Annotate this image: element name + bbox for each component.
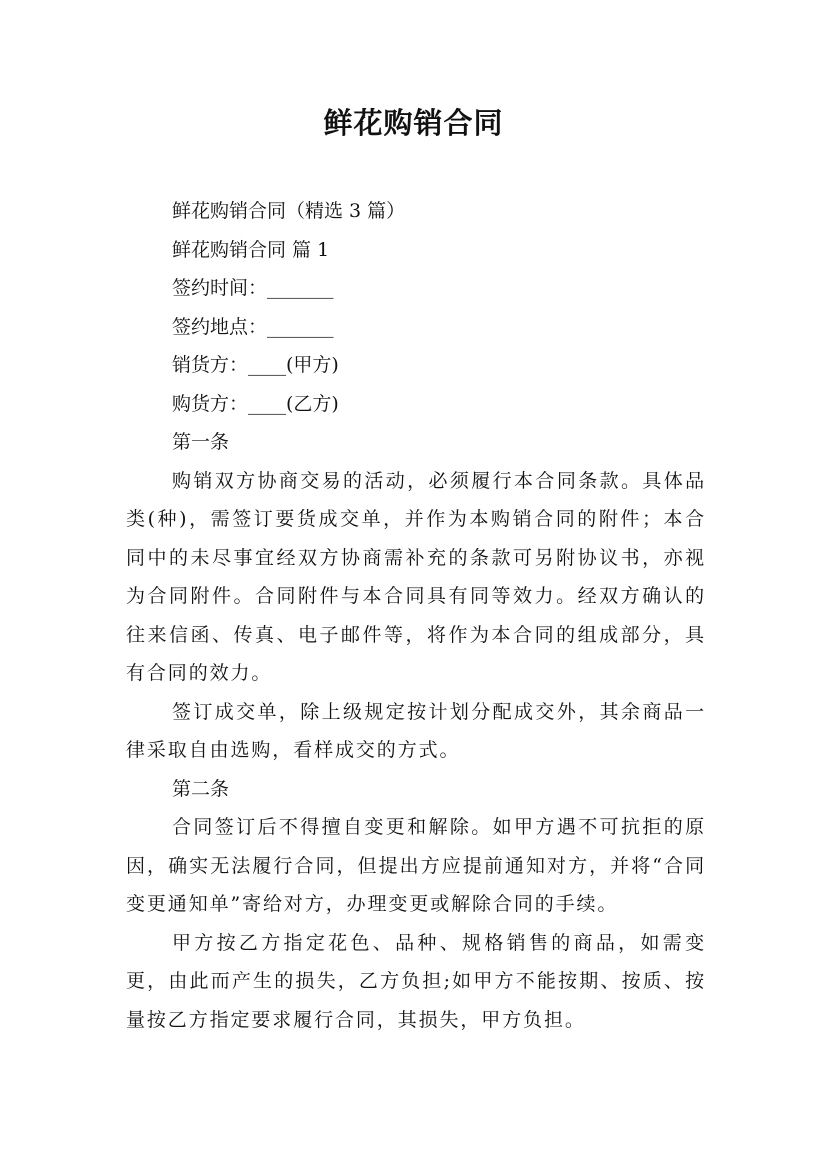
seller-line: 销货方：____(甲方) [172, 354, 339, 376]
buyer-line: 购货方：____(乙方) [172, 392, 339, 415]
article-1-paragraph: 签订成交单，除上级规定按计划分配成交外，其余商品一律采取自由选购，看样成交的方式。 [126, 700, 706, 761]
article-heading: 第一条 [172, 431, 230, 453]
subtitle-line: 鲜花购销合同（精选 3 篇） [172, 200, 406, 222]
document-body [126, 192, 706, 1039]
signing-place-line: 签约地点：_______ [172, 315, 334, 338]
article-2-paragraph: 甲方按乙方指定花色、品种、规格销售的商品，如需变更，由此而产生的损失，乙方负担;如甲方不能按期、按质、按量按乙方指定要求履行合同，其损失，甲方负担。 [126, 931, 706, 1031]
section-heading: 鲜花购销合同 篇 1 [172, 238, 330, 261]
article-1-paragraph: 购销双方协商交易的活动，必须履行本合同条款。具体品类(种)，需签订要货成交单，并作为本购销合同的附件；本合同中的未尽事宜经双方协商需补充的条款可另附协议书，亦视为合同附件。合同附件与本合同具有同等效力。经双方确认的往来信函、传真、电子邮件等，将作为本合同的组成部分，具有合同的效力。 [126, 469, 706, 684]
article-heading: 第二条 [172, 777, 230, 800]
document-title: 鲜花购销合同 [323, 106, 504, 140]
article-2-paragraph: 合同签订后不得擅自变更和解除。如甲方遇不可抗拒的原因，确实无法履行合同，但提出方应提前通知对方，并将“合同变更通知单”寄给对方，办理变更或解除合同的手续。 [126, 816, 706, 915]
signing-time-line: 签约时间：_______ [172, 277, 334, 299]
